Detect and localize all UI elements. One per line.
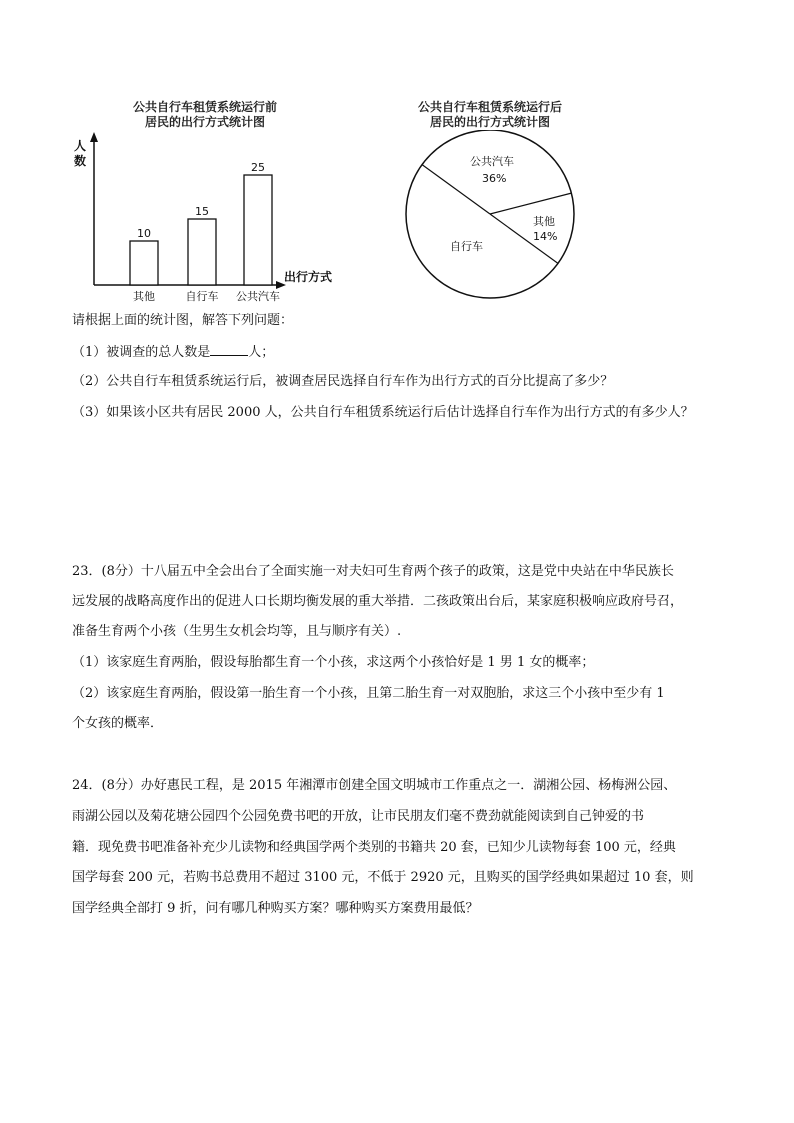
question-3: （3）如果该小区共有居民 2000 人，公共自行车租赁系统运行后估计选择自行车作为出行方式的有多少人？ [72,405,694,420]
problem-24-line2: 雨湖公园以及菊花塘公园四个公园免费书吧的开放，让市民朋友们毫不费劲就能阅读到自己钟爱的书 [72,809,645,824]
question-1-after: 人； [248,345,275,360]
pie-chart-title-line1: 公共自行车租赁系统运行后 [417,100,562,114]
problem-23-line6: 个女孩的概率． [72,716,164,731]
bar-1 [130,241,158,285]
problem-23-line2: 远发展的战略高度作出的促进人口长期均衡发展的重大举措．二孩政策出台后，某家庭积极响应政府号召， [72,594,684,609]
bar-2 [188,219,216,285]
answer-blank [210,343,248,356]
question-1 [72,343,274,361]
question-1-before: （1）被调查的总人数是 [72,345,211,360]
problem-23-line4: （1）该家庭生育两胎，假设每胎都生育一个小孩，求这两个小孩恰好是 1 男 1 女的概率； [72,655,595,670]
pie-label-bike: 自行车 [450,240,483,253]
pie-percent-other: 14% [533,230,558,243]
question-2: （2）公共自行车租赁系统运行后，被调查居民选择自行车作为出行方式的百分比提高了多少？ [72,374,614,389]
bar-chart [60,130,350,310]
problem-24-line4: 国学每套 200 元，若购书总费用不超过 3100 元，不低于 2920 元，且购买的国学经典如果超过 10 套，则 [72,870,694,885]
problem-24-line1: 24．(8分）办好惠民工程，是 2015 年湘潭市创建全国文明城市工作重点之一．湖湘公园、杨梅洲公园、 [72,778,677,793]
bar-value-label-1: 10 [137,227,151,240]
problem-23-line5: （2）该家庭生育两胎，假设第一胎生育一个小孩，且第二胎生育一对双胞胎，求这三个小孩中至少有 1 [72,686,665,701]
bar-chart-title-line1: 公共自行车租赁系统运行前 [132,100,277,114]
instruction-text: 请根据上面的统计图，解答下列问题： [72,313,294,328]
bar-chart-title [110,100,300,130]
problem-24-line5: 国学经典全部打 9 折，问有哪几种购买方案？哪种购买方案费用最低？ [72,901,479,916]
pie-chart [400,130,590,310]
pie-label-bus: 公共汽车 [470,155,514,168]
x-axis-label: 出行方式 [284,270,333,284]
category-label-2: 自行车 [185,290,219,303]
y-axis-arrow [90,132,98,142]
category-label-1: 其他 [133,290,155,303]
bar-chart-title-line2: 居民的出行方式统计图 [144,115,265,129]
pie-chart-title [395,100,585,130]
bar-value-label-2: 15 [195,205,209,218]
problem-24-line3: 籍．现免费书吧准备补充少儿读物和经典国学两个类别的书籍共 20 套，已知少儿读物每套 100 元，经典 [72,840,676,855]
pie-chart-title-line2: 居民的出行方式统计图 [429,115,550,129]
y-axis-label-char1: 人 [74,139,87,153]
problem-23-line3: 准备生育两个小孩（生男生女机会均等，且与顺序有关）. [72,624,402,639]
pie-divider-bus-other [490,193,571,214]
problem-23-line1: 23．(8分）十八届五中全会出台了全面实施一对夫妇可生育两个孩子的政策，这是党中央站在中华民族长 [72,564,674,579]
category-label-3: 公共汽车 [236,290,280,303]
pie-label-other: 其他 [533,215,555,228]
bar-value-label-3: 25 [251,161,265,174]
y-axis-label-char2: 数 [74,154,87,168]
pie-percent-bus: 36% [482,172,507,185]
bar-3 [244,175,272,285]
pie-divider-bus-bike [422,165,490,214]
